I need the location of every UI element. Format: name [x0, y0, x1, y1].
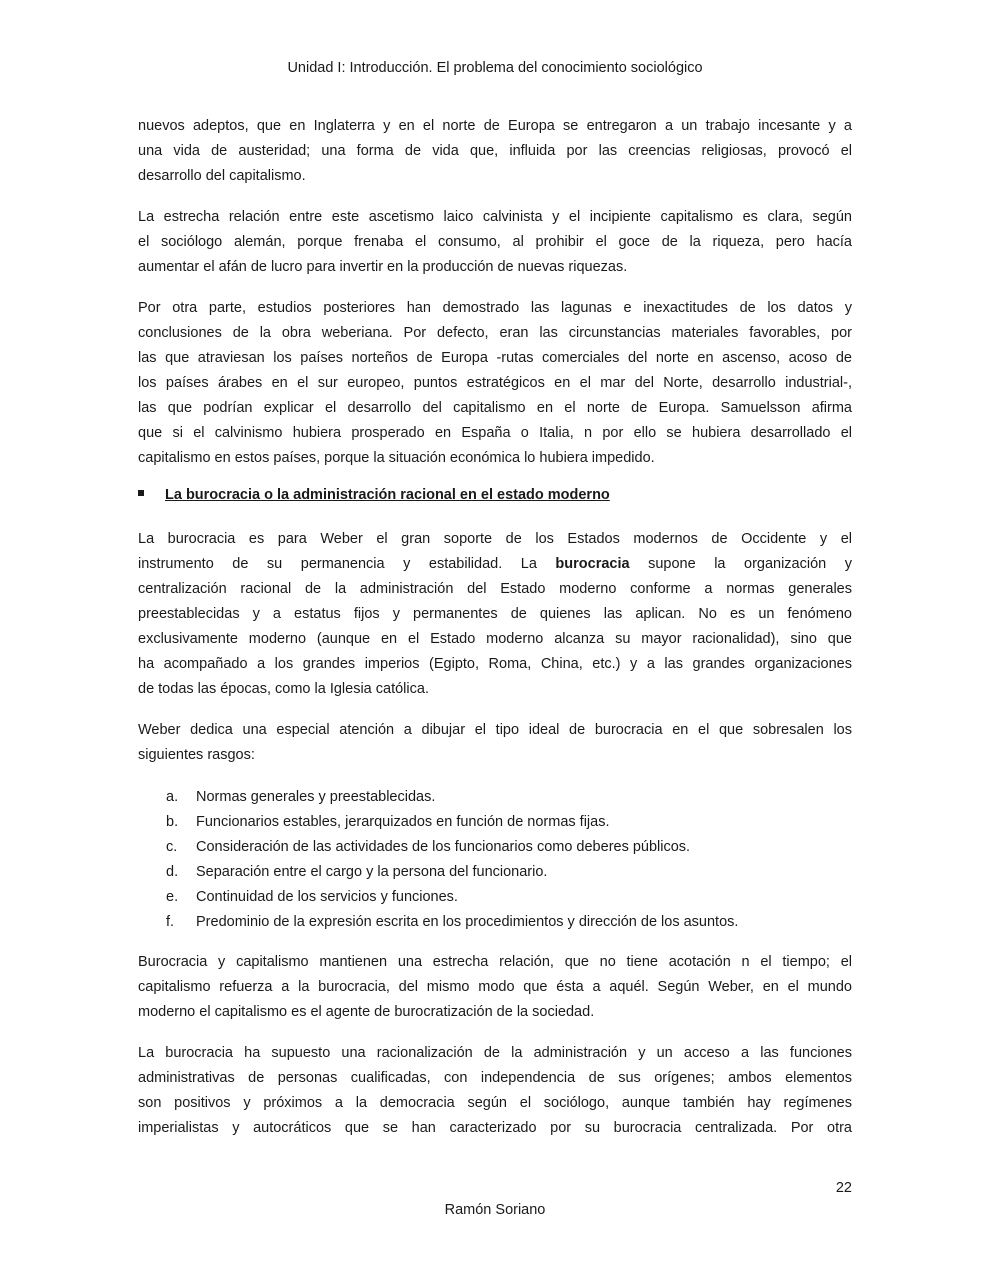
text-line: Por otra parte, estudios posteriores han demostrado las lagunas e inexactitudes de los datos y [138, 300, 852, 316]
list-item [166, 860, 738, 885]
list-marker: a. [166, 789, 179, 805]
text-line: Burocracia y capitalismo mantienen una estrecha relación, que no tiene acotación n el tiempo; el [138, 954, 852, 970]
paragraph [138, 718, 852, 768]
list-text: Predominio de la expresión escrita en los procedimientos y dirección de los asuntos. [196, 914, 739, 930]
text-line: que si el calvinismo hubiera prosperado en España o Italia, n por ello se hubiera desarrollado el [138, 425, 852, 441]
text-line: son positivos y próximos a la democracia según el sociólogo, aunque también hay regímenes [138, 1095, 852, 1111]
paragraph [138, 527, 852, 702]
list-text: Funcionarios estables, jerarquizados en función de normas fijas. [196, 814, 610, 830]
list-marker: d. [166, 864, 179, 880]
page-number: 22 [835, 1180, 852, 1196]
text-line: las que podrían explicar el desarrollo del capitalismo en el norte de Europa. Samuelsson afirma [138, 400, 852, 416]
text-line: moderno el capitalismo es el agente de burocratización de la sociedad. [138, 1004, 595, 1020]
page-header: Unidad I: Introducción. El problema del conocimiento sociológico [287, 60, 703, 76]
list-item [166, 785, 738, 810]
list-text: Separación entre el cargo y la persona del funcionario. [196, 864, 548, 880]
list-text: Continuidad de los servicios y funciones. [196, 889, 458, 905]
list-marker: b. [166, 814, 179, 830]
list-item [166, 810, 738, 835]
text-line: conclusiones de la obra weberiana. Por defecto, eran las circunstancias materiales favorables, por [138, 325, 852, 341]
text-segment: instrumento de su permanencia y estabilidad. La [138, 556, 556, 572]
text-line: el sociólogo alemán, porque frenaba el consumo, al prohibir el goce de la riqueza, pero hacía [138, 234, 852, 250]
list-marker: e. [166, 889, 179, 905]
paragraph [138, 296, 852, 471]
list-text: Consideración de las actividades de los funcionarios como deberes públicos. [196, 839, 691, 855]
list-item [166, 835, 738, 860]
text-line: centralización racional de la administración del Estado moderno conforme a normas generales [138, 581, 852, 597]
paragraph [138, 950, 852, 1025]
page-footer: Ramón Soriano [444, 1202, 546, 1218]
text-line: preestablecidas y a estatus fijos y permanentes de quienes las aplican. No es un fenómeno [138, 606, 852, 622]
text-line: La burocracia es para Weber el gran soporte de los Estados modernos de Occidente y el [138, 531, 852, 547]
text-line: Weber dedica una especial atención a dibujar el tipo ideal de burocracia en el que sobresalen los [138, 722, 852, 738]
paragraph [138, 1041, 852, 1141]
paragraph [138, 114, 852, 189]
text-line: nuevos adeptos, que en Inglaterra y en el norte de Europa se entregaron a un trabajo incesante y a [138, 118, 852, 134]
text-line: de todas las épocas, como la Iglesia católica. [138, 681, 429, 697]
list-text: Normas generales y preestablecidas. [196, 789, 436, 805]
text-line: ha acompañado a los grandes imperios (Egipto, Roma, China, etc.) y a las grandes organizaciones [138, 656, 852, 672]
text-line: siguientes rasgos: [138, 747, 255, 763]
square-bullet-icon [138, 490, 144, 496]
text-line: La burocracia ha supuesto una racionalización de la administración y un acceso a las funciones [138, 1045, 852, 1061]
text-line: imperialistas y autocráticos que se han caracterizado por su burocracia centralizada. Por otra [138, 1120, 852, 1136]
text-line: las que atraviesan los países norteños de Europa -rutas comerciales del norte en ascenso, acoso de [138, 350, 852, 366]
bold-term: burocracia [555, 556, 630, 572]
text-line: capitalismo refuerza a la burocracia, del mismo modo que ésta a aquél. Según Weber, en el mundo [138, 979, 852, 995]
list-item [166, 910, 738, 935]
text-line: La estrecha relación entre este ascetismo laico calvinista y el incipiente capitalismo es clara, según [138, 209, 852, 225]
text-line: los países árabes en el sur europeo, puntos estratégicos en el mar del Norte, desarrollo industrial-, [138, 375, 852, 391]
list-marker: f. [166, 914, 175, 930]
section-heading [138, 487, 610, 503]
list-marker: c. [166, 839, 178, 855]
text-line: una vida de austeridad; una forma de vida que, influida por las creencias religiosas, provocó el [138, 143, 852, 159]
text-line: exclusivamente moderno (aunque en el Estado moderno alcanza su mayor racionalidad), sino que [138, 631, 852, 647]
section-heading-text: La burocracia o la administración racional en el estado moderno [165, 487, 610, 503]
text-line: desarrollo del capitalismo. [138, 168, 306, 184]
list-item [166, 885, 738, 910]
text-line: administrativas de personas cualificadas, con independencia de sus orígenes; ambos elementos [138, 1070, 852, 1086]
traits-list [166, 785, 738, 935]
text-line: capitalismo en estos países, porque la situación económica lo hubiera impedido. [138, 450, 655, 466]
text-line [138, 552, 852, 577]
text-segment: supone la organización y [629, 556, 852, 572]
text-line: aumentar el afán de lucro para invertir en la producción de nuevas riquezas. [138, 259, 628, 275]
paragraph [138, 205, 852, 280]
